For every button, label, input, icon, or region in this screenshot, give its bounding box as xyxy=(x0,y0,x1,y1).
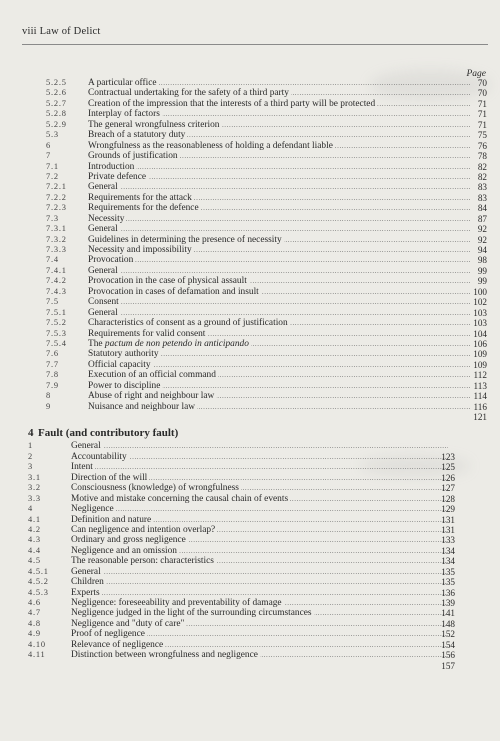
toc-entry-title-text: The reasonable person: characteristics xyxy=(71,556,214,567)
toc-entry-number: 7.2 xyxy=(46,171,59,181)
toc-entry-title xyxy=(88,141,470,151)
toc-entry-number: 4.1 xyxy=(28,514,41,524)
toc-entry-title-text: Negligence and an omission xyxy=(71,545,177,556)
toc-entry-title-text: Requirements for the attack xyxy=(88,192,192,203)
toc-entry-title xyxy=(88,276,470,286)
toc-entry-number: 4.9 xyxy=(28,629,41,639)
toc-entry-page: 71 xyxy=(477,109,487,120)
toc-entry-page: 104 xyxy=(473,328,487,339)
toc-entry-number: 3.2 xyxy=(28,483,41,493)
toc-entry-title-text: Relevance of negligence xyxy=(71,639,164,650)
toc-entry xyxy=(0,619,500,629)
toc-entry xyxy=(0,577,500,587)
toc-entry-title-text: Negligence: foreseeability and preventability of damage xyxy=(71,598,282,608)
toc-entry-title-text: Ordinary and gross negligence xyxy=(71,535,186,546)
toc-entry-number: 4.5.2 xyxy=(28,577,49,587)
toc-entry-title xyxy=(88,120,470,130)
toc-entry-page: 87 xyxy=(477,213,487,224)
toc-entry-page: 71 xyxy=(477,98,487,109)
toc-entry-title xyxy=(88,172,470,182)
toc-entry-title-text: Interplay of factors xyxy=(88,109,160,120)
toc-entry-number: 7.1 xyxy=(46,161,59,171)
header-rule xyxy=(22,44,488,45)
running-head: viii Law of Delict xyxy=(22,26,101,37)
toc-entry-title-text: Negligence and "duty of care" xyxy=(71,618,185,629)
toc-entry-title xyxy=(88,287,470,297)
toc-entry-title xyxy=(88,391,470,401)
toc-entry-page: 131 xyxy=(441,514,455,525)
toc-entry-title xyxy=(88,224,470,234)
toc-entry-title xyxy=(71,629,448,639)
toc-entry-title xyxy=(71,515,448,525)
toc-entry-page: 92 xyxy=(477,224,487,235)
toc-entry-number: 7.2.1 xyxy=(46,182,67,192)
toc-entry-title-text: General xyxy=(71,566,101,577)
toc-entry-page: 70 xyxy=(477,88,487,99)
toc-entry-page: 82 xyxy=(477,171,487,182)
toc-entry-page: 100 xyxy=(473,286,487,297)
toc-entry xyxy=(0,172,500,182)
toc-entry xyxy=(0,640,500,650)
toc-entry-page: 135 xyxy=(441,577,455,588)
toc-entry-title-text: General xyxy=(88,307,118,318)
toc-entry-number: 4.2 xyxy=(28,524,41,534)
toc-entry-title xyxy=(88,297,470,307)
toc-entry xyxy=(0,349,500,359)
toc-entry xyxy=(0,494,500,504)
toc-entry-title xyxy=(71,441,448,451)
toc-entry-number: 8 xyxy=(46,391,51,401)
toc-entry-page: 152 xyxy=(441,629,455,640)
toc-entry xyxy=(0,182,500,192)
toc-entry-page: 148 xyxy=(441,618,455,629)
toc-entry xyxy=(0,515,500,525)
toc-entry xyxy=(0,473,500,483)
toc-entry-page: 78 xyxy=(477,151,487,162)
toc-entry-number: 7.5.1 xyxy=(46,307,67,317)
toc-entry-title-text: Distinction between wrongfulness and negligence xyxy=(71,650,258,661)
toc-entry-title xyxy=(88,255,470,265)
toc-entry-title xyxy=(71,619,448,629)
toc-entry-number: 4.6 xyxy=(28,598,41,607)
toc-entry xyxy=(0,598,500,608)
toc-entry-title xyxy=(88,193,470,203)
toc-entry-page: 94 xyxy=(477,245,487,255)
toc-entry xyxy=(0,525,500,535)
toc-entry xyxy=(0,535,500,545)
toc-entry-number: 7.2.2 xyxy=(46,192,67,202)
toc-entry-title xyxy=(88,349,470,359)
toc-entry-page: 98 xyxy=(477,255,487,266)
toc-entry xyxy=(0,661,500,671)
toc-entry-title-text: Requirements for valid consent xyxy=(88,328,206,339)
toc-entry xyxy=(0,151,500,161)
toc-entry-page: 133 xyxy=(441,535,455,546)
toc-entry-title xyxy=(71,494,448,504)
toc-entry-title-text: Official capacity xyxy=(88,359,151,370)
toc-entry-number: 7.2.3 xyxy=(46,203,67,213)
toc-entry-number: 7.5 xyxy=(46,297,59,307)
toc-entry xyxy=(0,266,500,276)
toc-entry xyxy=(0,588,500,598)
toc-entry-title-text: Definition and nature xyxy=(71,514,152,525)
toc-entry-number: 4.4 xyxy=(28,545,41,555)
toc-entry xyxy=(0,608,500,618)
toc-entry-number: 1 xyxy=(28,441,33,451)
toc-entry xyxy=(0,109,500,119)
toc-entry-title xyxy=(88,235,470,245)
toc-entry-page: 126 xyxy=(441,472,455,483)
toc-entry-page: 84 xyxy=(477,203,487,214)
toc-entry-page: 99 xyxy=(477,276,487,287)
toc-entry-title xyxy=(71,504,448,514)
toc-entry xyxy=(0,297,500,307)
toc-entry-page: 116 xyxy=(473,401,487,412)
toc-entry-title xyxy=(71,546,448,556)
toc-entry xyxy=(0,452,500,462)
toc-entry-number: 5.2.6 xyxy=(46,88,67,98)
toc-entry-page: 109 xyxy=(473,359,487,370)
toc-entry-number: 7.5.2 xyxy=(46,318,67,328)
toc-entry-title xyxy=(71,588,448,598)
toc-entry-title-text: The pactum de non petendo in anticipando xyxy=(88,338,249,349)
toc-entry-number: 7.6 xyxy=(46,349,59,359)
toc-entry-number: 7.4 xyxy=(46,255,59,265)
toc-entry-page: 106 xyxy=(473,338,487,349)
toc-entry-title xyxy=(88,318,470,328)
toc-entry-title xyxy=(71,525,448,535)
toc-entry-page: 112 xyxy=(473,370,487,381)
toc-entry xyxy=(0,629,500,639)
toc-entry-title xyxy=(88,214,470,224)
toc-entry xyxy=(0,483,500,493)
toc-entry-title xyxy=(71,452,448,462)
toc-entry xyxy=(0,339,500,349)
toc-entry-page: 82 xyxy=(477,161,487,172)
toc-entry-title-text: Provocation in the case of physical assault xyxy=(88,276,247,287)
toc-entry-title-text: Abuse of right and neighbour law xyxy=(88,391,215,402)
toc-entry-page: 83 xyxy=(477,192,487,203)
toc-entry-title xyxy=(88,203,470,213)
toc-entry xyxy=(0,193,500,203)
toc-entry-number: 4.5.1 xyxy=(28,566,49,576)
toc-entry-page: 123 xyxy=(441,451,455,462)
toc-entry-title-text: Proof of negligence xyxy=(71,629,145,640)
toc-entry-number: 7.3.2 xyxy=(46,234,67,244)
toc-entry xyxy=(0,462,500,472)
toc-entry xyxy=(0,504,500,514)
toc-entry xyxy=(0,308,500,318)
toc-entry-title-text: Necessity and impossibility xyxy=(88,245,192,255)
toc-entry xyxy=(0,650,500,660)
toc-entry-number: 7.4.3 xyxy=(46,286,67,296)
toc-entry-page: 134 xyxy=(441,545,455,556)
toc-entry-title-text: Accountability xyxy=(71,451,127,462)
toc-entry-title xyxy=(71,650,448,660)
toc-entry xyxy=(0,235,500,245)
toc-entry-title-text: Direction of the will xyxy=(71,472,148,483)
toc-entry-number: 4.3 xyxy=(28,535,41,545)
toc-entry-number: 7.5.3 xyxy=(46,328,67,338)
toc-entry-page: 128 xyxy=(441,493,455,504)
toc-entry xyxy=(0,99,500,109)
toc-entry-page: 134 xyxy=(441,556,455,567)
toc-entry-title xyxy=(71,577,448,587)
toc-entry-title xyxy=(88,130,470,140)
toc-entry-title-text: The general wrongfulness criterion xyxy=(88,119,220,130)
toc-entry-page: 75 xyxy=(477,130,487,141)
toc-entry-title xyxy=(88,99,470,109)
toc-entry-title-text: General xyxy=(88,265,118,276)
toc-entry-page: 109 xyxy=(473,349,487,360)
toc-entry-page: 129 xyxy=(441,504,455,515)
toc-entry-title-text: Can negligence and intention overlap? xyxy=(71,524,216,535)
toc-entry-title-text: Provocation xyxy=(88,255,134,266)
toc-entry-page: 127 xyxy=(441,483,455,494)
toc-entry-title xyxy=(71,535,448,545)
toc-entry-page: 121 xyxy=(473,412,487,422)
toc-entry-number: 2 xyxy=(28,451,33,461)
toc-entry xyxy=(0,255,500,265)
toc-entry-page: 71 xyxy=(477,119,487,130)
toc-entry-title-text: Statutory authority xyxy=(88,349,159,360)
toc-entry xyxy=(0,245,500,255)
toc-entry-number: 7.5.4 xyxy=(46,338,67,348)
toc-entry-title xyxy=(88,266,470,276)
toc-entry xyxy=(0,370,500,380)
toc-entry-number: 7.4.1 xyxy=(46,265,67,275)
toc-entry-title xyxy=(88,402,470,412)
toc-entry-number: 7.9 xyxy=(46,380,59,390)
toc-entry-title-text: Characteristics of consent as a ground of justification xyxy=(88,318,288,329)
toc-entry-title-text: Experts xyxy=(71,587,100,598)
toc-entry-title-text: Wrongfulness as the reasonableness of holding a defendant liable xyxy=(88,140,333,151)
toc-entry-title-text: General xyxy=(88,182,118,193)
toc-entry-page: 154 xyxy=(441,639,455,650)
toc-entry-number: 9 xyxy=(46,401,51,411)
toc-entry-page: 102 xyxy=(473,297,487,308)
toc-entry-number: 7.3.3 xyxy=(46,245,67,254)
toc-entry-title xyxy=(88,78,470,88)
toc-entry xyxy=(0,441,500,451)
chapter-title: Fault (and contributory fault) xyxy=(38,427,179,440)
toc-entry-title xyxy=(88,308,470,318)
toc-entry-page: 83 xyxy=(477,182,487,193)
toc-entry-title-text: Contractual undertaking for the safety of a third party xyxy=(88,88,289,99)
toc-entry-number: 7.3.1 xyxy=(46,224,67,234)
toc-entry-title xyxy=(88,381,470,391)
toc-entry-title xyxy=(71,608,448,618)
toc-entry-number: 6 xyxy=(46,140,51,150)
toc-entry xyxy=(0,412,500,422)
toc-entry-title-text: Provocation in cases of defamation and insult xyxy=(88,286,259,297)
toc-entry xyxy=(0,556,500,566)
toc-entry-title xyxy=(88,88,470,98)
toc-entry-number: 3.1 xyxy=(28,472,41,482)
toc-entry-title-text: Private defence xyxy=(88,171,147,182)
toc-entry-title-text: Negligence xyxy=(71,504,114,515)
toc-entry-number: 4.8 xyxy=(28,618,41,628)
toc-entry xyxy=(0,402,500,412)
toc-entry-title xyxy=(88,182,470,192)
toc-entry-title-text: Requirements for the defence xyxy=(88,203,199,214)
toc-entry-title xyxy=(71,640,448,650)
toc-entry-title-text: Consent xyxy=(88,297,119,308)
toc-entry-title-text: Consciousness (knowledge) of wrongfulness xyxy=(71,483,239,494)
toc-entry-page: 113 xyxy=(473,380,487,391)
toc-entry-page: 103 xyxy=(473,318,487,329)
toc-entry xyxy=(0,287,500,297)
toc-entry-number: 7.3 xyxy=(46,213,59,223)
toc-section-3-continued xyxy=(0,78,500,422)
toc-entry-page: 131 xyxy=(441,524,455,535)
toc-entry-title xyxy=(71,462,448,472)
page-column-label: Page xyxy=(466,69,486,79)
toc-entry-number: 4 xyxy=(28,504,33,514)
toc-entry-number: 5.3 xyxy=(46,130,59,140)
toc-entry xyxy=(0,329,500,339)
toc-entry xyxy=(0,214,500,224)
toc-entry xyxy=(0,88,500,98)
toc-entry xyxy=(0,130,500,140)
toc-entry-title-text: Motive and mistake concerning the causal chain of events xyxy=(71,493,289,504)
toc-entry-title xyxy=(88,162,470,172)
toc-entry-page: 141 xyxy=(441,608,455,619)
toc-entry xyxy=(0,381,500,391)
toc-entry-page: 76 xyxy=(477,140,487,151)
toc-entry-number: 7.8 xyxy=(46,370,59,380)
toc-entry-number: 5.2.7 xyxy=(46,98,67,108)
toc-entry-page: 136 xyxy=(441,587,455,598)
toc-entry-title-text: Breach of a statutory duty xyxy=(88,130,186,141)
toc-entry-page: 135 xyxy=(441,566,455,577)
toc-entry-title xyxy=(88,329,470,339)
toc-entry-number: 3.3 xyxy=(28,493,41,503)
toc-entry-title xyxy=(88,339,470,349)
toc-entry-page: 99 xyxy=(477,265,487,276)
toc-entry-number: 7.7 xyxy=(46,359,59,369)
toc-entry xyxy=(0,567,500,577)
toc-entry-number: 7.4.2 xyxy=(46,276,67,286)
chapter-number: 4 xyxy=(28,427,34,440)
toc-entry-title xyxy=(88,109,470,119)
toc-entry-title xyxy=(71,598,448,608)
toc-entry-title-text: Guidelines in determining the presence of necessity xyxy=(88,234,282,245)
toc-entry-number: 7 xyxy=(46,151,51,161)
toc-entry-title xyxy=(71,567,448,577)
toc-entry-title xyxy=(88,370,470,380)
toc-section-4 xyxy=(0,441,500,671)
toc-entry-title-text: Intent xyxy=(71,462,93,473)
toc-entry xyxy=(0,78,500,88)
toc-entry-title-text: General xyxy=(71,441,101,452)
toc-entry-page: 114 xyxy=(473,391,487,402)
toc-entry-title-text: Creation of the impression that the interests of a third party will be protected xyxy=(88,98,376,109)
chapter-heading xyxy=(0,426,500,441)
toc-entry xyxy=(0,162,500,172)
toc-entry xyxy=(0,360,500,370)
toc-entry-title xyxy=(88,245,470,255)
toc-entry-title-text: Introduction xyxy=(88,161,135,172)
toc-entry-page: 156 xyxy=(441,650,455,661)
toc-entry-number: 4.11 xyxy=(28,650,46,660)
toc-entry-title-text: Nuisance and neighbour law xyxy=(88,401,195,412)
toc-entry-page: 157 xyxy=(441,660,455,671)
toc-entry-number: 4.5 xyxy=(28,556,41,566)
toc-entry xyxy=(0,120,500,130)
toc-entry-title xyxy=(71,483,448,493)
toc-entry-number: 5.2.8 xyxy=(46,109,67,119)
toc-entry xyxy=(0,276,500,286)
toc-entry-page: 103 xyxy=(473,307,487,318)
toc-entry-title-text: Children xyxy=(71,577,104,588)
toc-entry-number: 5.2.5 xyxy=(46,78,67,87)
toc-entry-title xyxy=(88,151,470,161)
toc-entry-title xyxy=(71,556,448,566)
toc-entry-title xyxy=(88,360,470,370)
toc-entry-page: 125 xyxy=(441,462,455,473)
toc-list xyxy=(0,78,500,671)
toc-entry-number: 5.2.9 xyxy=(46,119,67,129)
toc-entry xyxy=(0,318,500,328)
toc-entry-title xyxy=(71,473,448,483)
toc-entry-title-text: Power to discipline xyxy=(88,380,161,391)
toc-entry xyxy=(0,546,500,556)
toc-entry xyxy=(0,224,500,234)
toc-entry-number: 4.10 xyxy=(28,639,46,649)
toc-entry-title-text: A particular office xyxy=(88,78,157,88)
toc-entry-title-text: Grounds of justification xyxy=(88,151,178,162)
toc-entry-title-text: Negligence judged in the light of the surrounding circumstances xyxy=(71,608,312,619)
toc-entry xyxy=(0,203,500,213)
toc-entry-page: 92 xyxy=(477,234,487,245)
toc-entry-page: 70 xyxy=(477,78,487,88)
toc-entry-title-text: Execution of an official command xyxy=(88,370,216,381)
toc-entry-number: 4.5.3 xyxy=(28,587,49,597)
toc-entry-title-text: General xyxy=(88,224,118,235)
toc-entry-title-text: Necessity xyxy=(88,213,125,224)
toc-entry xyxy=(0,391,500,401)
toc-entry xyxy=(0,141,500,151)
toc-entry-number: 3 xyxy=(28,462,33,472)
toc-entry-page: 139 xyxy=(441,598,455,608)
toc-entry-number: 4.7 xyxy=(28,608,41,618)
